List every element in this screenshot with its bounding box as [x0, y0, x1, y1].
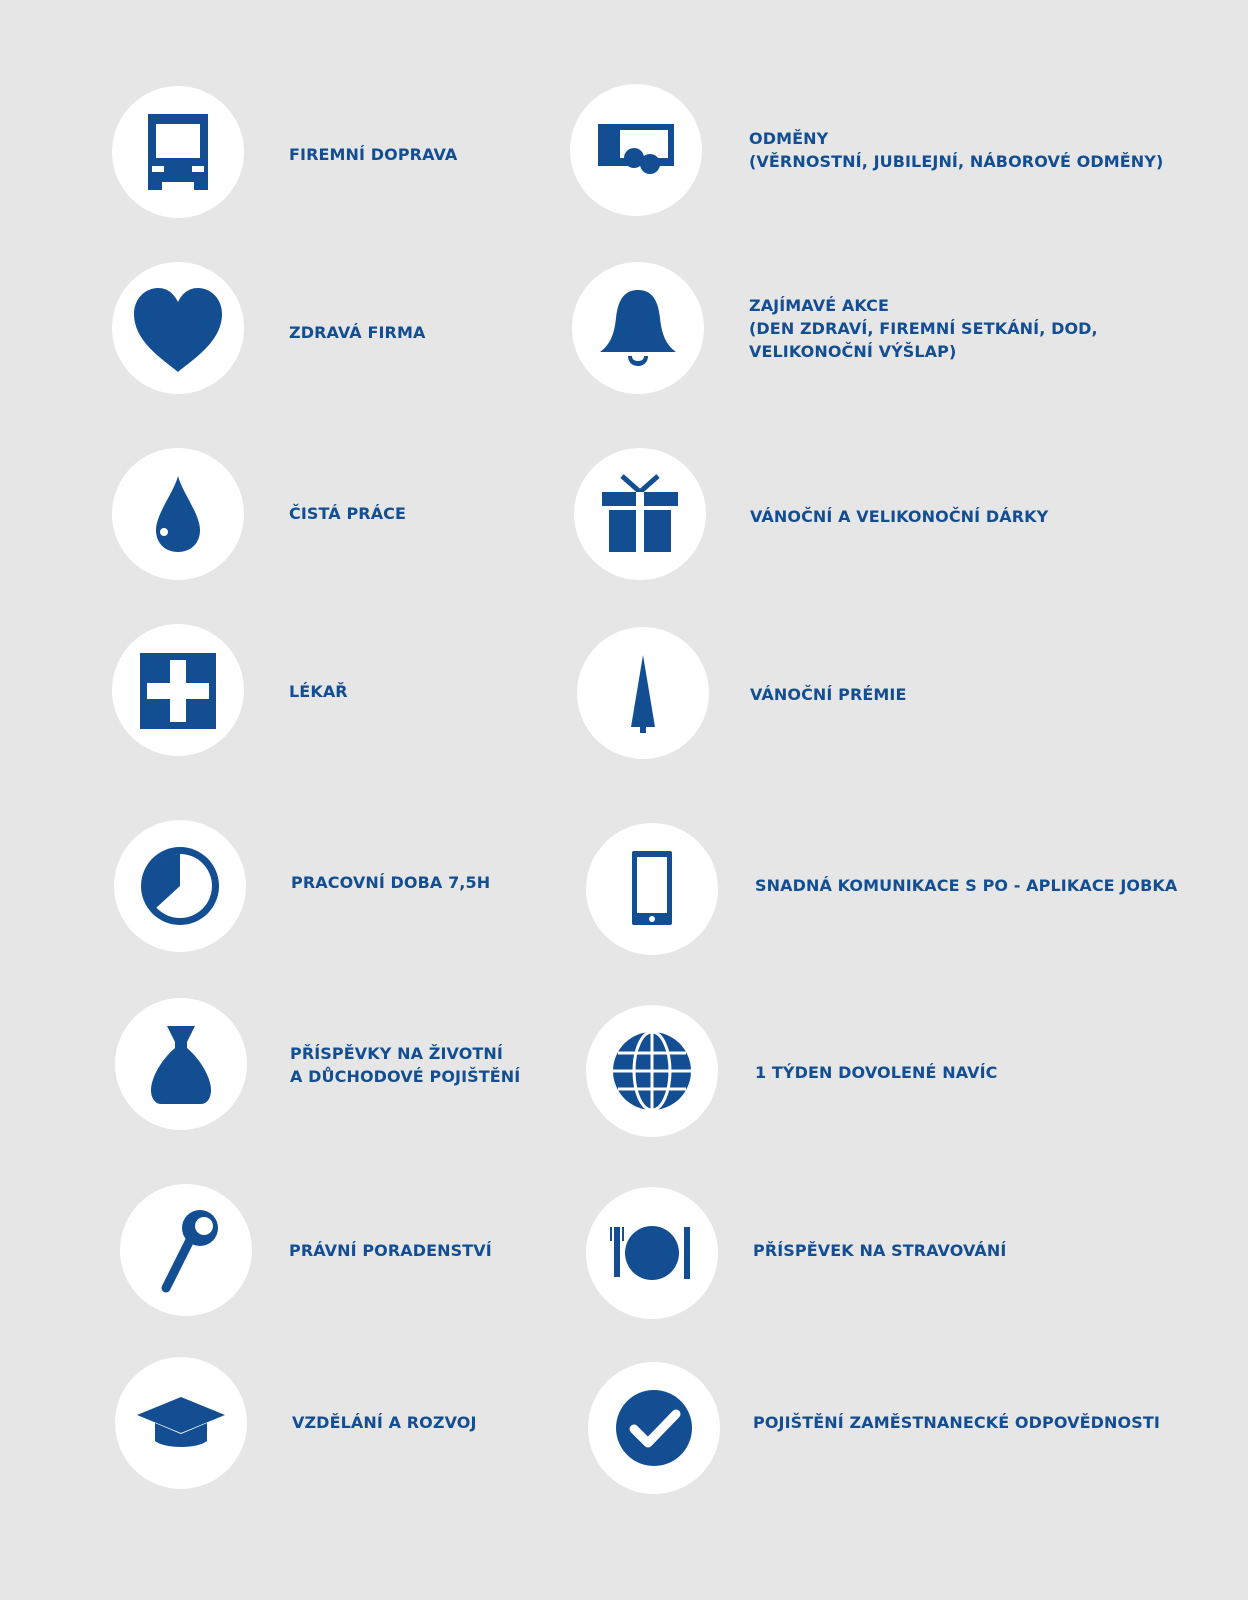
benefit-icon-circle [112, 262, 244, 394]
benefit-label: ZAJÍMAVÉ AKCE (DEN ZDRAVÍ, FIREMNÍ SETKÁNÍ, DOD, VELIKONOČNÍ VÝŠLAP) [749, 296, 1098, 361]
globe-icon [586, 1005, 718, 1137]
smartphone-icon [586, 823, 718, 955]
benefit-icon-circle [572, 262, 704, 394]
benefit-icon-circle [577, 627, 709, 759]
benefit-label: ZDRAVÁ FIRMA [289, 323, 426, 342]
benefit-label: PŘÍSPĚVKY NA ŽIVOTNÍ A DŮCHODOVÉ POJIŠTĚNÍ [290, 1044, 521, 1086]
benefit-icon-circle [112, 624, 244, 756]
benefit-icon-circle [588, 1362, 720, 1494]
benefit-icon-circle [115, 1357, 247, 1489]
benefit-icon-circle [586, 823, 718, 955]
money-bag-icon [115, 998, 247, 1130]
bell-icon [572, 262, 704, 394]
checkmark-icon [588, 1362, 720, 1494]
benefit-label: PRACOVNÍ DOBA 7,5H [291, 873, 491, 892]
drop-icon [112, 448, 244, 580]
benefit-label: ČISTÁ PRÁCE [289, 504, 407, 523]
benefit-icon-circle [586, 1005, 718, 1137]
benefit-icon-circle [112, 86, 244, 218]
benefit-icon-circle [586, 1187, 718, 1319]
medical-cross-icon [112, 624, 244, 756]
benefit-label: 1 TÝDEN DOVOLENÉ NAVÍC [755, 1063, 998, 1082]
benefit-label: VÁNOČNÍ A VELIKONOČNÍ DÁRKY [750, 507, 1049, 526]
tree-icon [577, 627, 709, 759]
benefit-icon-circle [114, 820, 246, 952]
bus-icon [112, 86, 244, 218]
benefit-icon-circle [112, 448, 244, 580]
benefit-icon-circle [115, 998, 247, 1130]
magnifier-icon [120, 1184, 252, 1316]
benefit-label: PRÁVNÍ PORADENSTVÍ [289, 1241, 492, 1260]
graduation-cap-icon [115, 1357, 247, 1489]
gift-icon [574, 448, 706, 580]
benefit-label: PŘÍSPĚVEK NA STRAVOVÁNÍ [753, 1241, 1007, 1260]
heart-icon [112, 262, 244, 394]
benefit-label: ODMĚNY (VĚRNOSTNÍ, JUBILEJNÍ, NÁBOROVÉ ODMĚNY) [749, 129, 1164, 171]
money-icon [570, 84, 702, 216]
benefit-label: VÁNOČNÍ PRÉMIE [750, 685, 907, 704]
benefit-label: POJIŠTĚNÍ ZAMĚSTNANECKÉ ODPOVĚDNOSTI [753, 1413, 1160, 1432]
benefit-label: SNADNÁ KOMUNIKACE S PO - APLIKACE JOBKA [755, 876, 1178, 895]
plate-cutlery-icon [586, 1187, 718, 1319]
benefit-label: VZDĚLÁNÍ A ROZVOJ [292, 1413, 477, 1432]
benefit-icon-circle [120, 1184, 252, 1316]
benefit-icon-circle [570, 84, 702, 216]
benefit-icon-circle [574, 448, 706, 580]
clock-icon [114, 820, 246, 952]
benefit-label: LÉKAŘ [289, 682, 348, 701]
benefit-label: FIREMNÍ DOPRAVA [289, 145, 458, 164]
